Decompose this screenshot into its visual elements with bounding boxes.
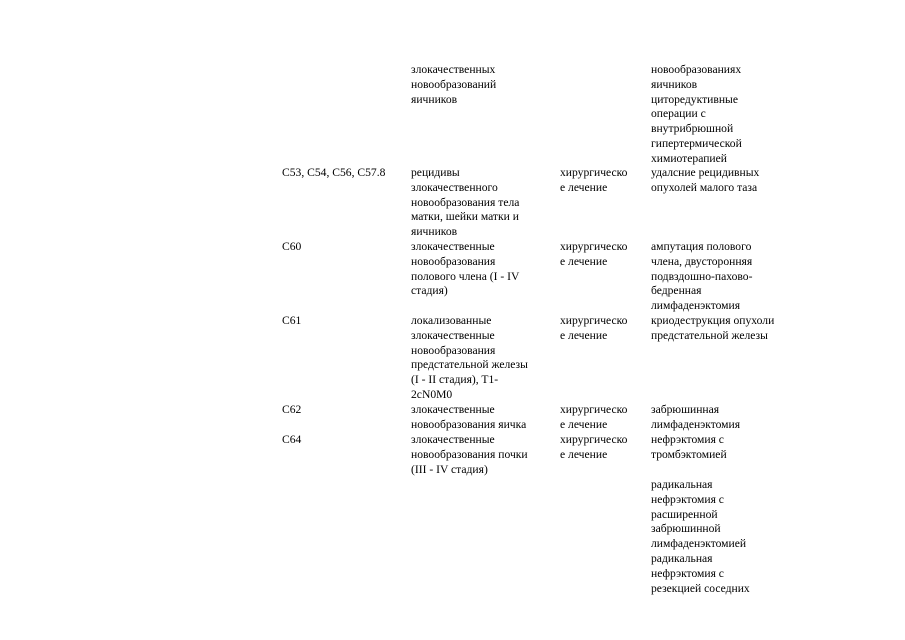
text-line: лимфаденэктомия (651, 417, 741, 431)
row-1-method (651, 166, 801, 196)
text-line: новообразования тела (411, 195, 520, 209)
row-0-diagnosis (411, 63, 551, 107)
text-line: лимфаденэктомия (651, 299, 741, 313)
text-line: тромбэктомией (651, 447, 727, 461)
text-line: лимфаденэктомией (651, 537, 747, 551)
row-3-diagnosis (411, 314, 551, 403)
text-line: новообразования яичка (411, 417, 527, 431)
text-line: хирургическо (560, 403, 628, 416)
text-line: забрюшинной (651, 522, 721, 536)
text-line: яичников (411, 92, 458, 106)
text-line: забрюшинная (651, 403, 720, 416)
diagnosis-code: C61 (282, 314, 302, 327)
text-line: (III - IV стадия) (411, 462, 488, 476)
text-line: операции с (651, 107, 706, 121)
row-0-method (651, 63, 801, 167)
row-4-treatment (560, 403, 642, 433)
text-line: нефрэктомия с (651, 433, 724, 446)
text-line: новообразования (411, 343, 496, 357)
text-line: яичников (411, 225, 458, 239)
text-line: резекцией соседних (651, 581, 750, 595)
row-4-code (282, 403, 402, 418)
text-line: нефрэктомия с (651, 566, 724, 580)
text-line: нефрэктомия с (651, 492, 724, 506)
text-line: злокачественного (411, 180, 498, 194)
text-line: гипертермической (651, 136, 742, 150)
text-line: е лечение (560, 180, 608, 194)
text-line: хирургическо (560, 433, 628, 446)
text-line: злокачественные (411, 403, 495, 416)
row-5-treatment (560, 433, 642, 463)
row-5-method (651, 433, 801, 463)
row-1-diagnosis (411, 166, 551, 240)
diagnosis-code: C60 (282, 240, 302, 253)
text-line: бедренная (651, 284, 702, 298)
text-line: 2cN0M0 (411, 387, 453, 401)
text-line: хирургическо (560, 314, 628, 327)
text-line: е лечение (560, 328, 608, 342)
row-5-diagnosis (411, 433, 551, 477)
text-line: новообразований (411, 77, 497, 91)
row-2-diagnosis (411, 240, 551, 299)
text-line: злокачественные (411, 240, 495, 253)
text-line: е лечение (560, 447, 608, 461)
row-2-treatment (560, 240, 642, 270)
text-line: стадия) (411, 284, 448, 298)
row-1-treatment (560, 166, 642, 196)
text-line: опухолей малого таза (651, 180, 758, 194)
row-4-diagnosis (411, 403, 551, 433)
row-3-code (282, 314, 402, 329)
row-2-method (651, 240, 801, 314)
text-line: радикальная (651, 478, 713, 491)
row-3-treatment (560, 314, 642, 344)
text-line: новообразования (411, 254, 496, 268)
text-line: предстательной железы (651, 328, 768, 342)
text-line: новообразованиях (651, 63, 742, 76)
text-line: предстательной железы (411, 358, 528, 372)
text-line: злокачественные (411, 328, 495, 342)
diagnosis-code: C64 (282, 433, 302, 446)
text-line: злокачественные (411, 433, 495, 446)
text-line: е лечение (560, 417, 608, 431)
text-line: полового члена (I - IV (411, 269, 520, 283)
text-line: удалсние рецидивных (651, 166, 760, 179)
text-line: злокачественных (411, 63, 496, 76)
text-line: новообразования почки (411, 447, 528, 461)
text-line: хирургическо (560, 166, 628, 179)
text-line: радикальная (651, 551, 713, 565)
text-line: локализованные (411, 314, 492, 327)
text-line: циторедуктивные (651, 92, 738, 106)
text-line: криодеструкция опухоли (651, 314, 775, 327)
text-line: яичников (651, 77, 698, 91)
text-line: (I - II стадия), T1- (411, 373, 499, 387)
text-line: расширенной (651, 507, 718, 521)
text-line: внутрибрюшной (651, 122, 734, 136)
row-1-code (282, 166, 402, 181)
row-6-method (651, 478, 801, 596)
row-2-code (282, 240, 402, 255)
diagnosis-code: C62 (282, 403, 302, 416)
row-3-method (651, 314, 801, 344)
text-line: е лечение (560, 254, 608, 268)
text-line: химиотерапией (651, 151, 727, 165)
diagnosis-code: C53, C54, C56, C57.8 (282, 166, 386, 179)
text-line: ампутация полового (651, 240, 752, 253)
text-line: рецидивы (411, 166, 460, 179)
row-4-method (651, 403, 801, 433)
row-5-code (282, 433, 402, 448)
text-line: члена, двусторонняя (651, 254, 753, 268)
text-line: подвздошно-пахово- (651, 269, 753, 283)
text-line: матки, шейки матки и (411, 210, 519, 224)
text-line: хирургическо (560, 240, 628, 253)
